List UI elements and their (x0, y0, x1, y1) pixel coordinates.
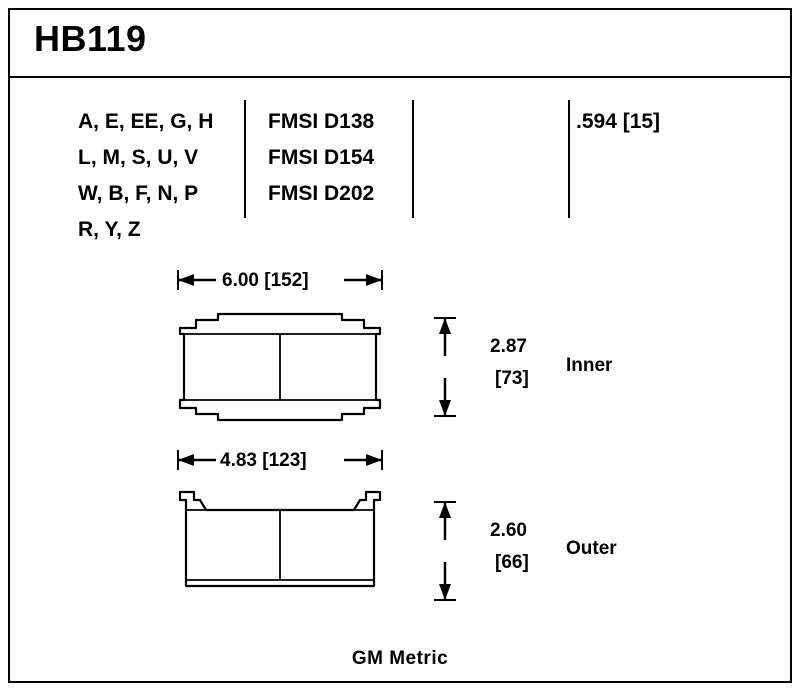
inner-position-label: Inner (566, 355, 613, 376)
outer-pad-shape (170, 486, 390, 598)
page-title: HB119 (34, 18, 147, 59)
compound-row: A, E, EE, G, H (78, 110, 214, 133)
inner-pad-shape (170, 308, 390, 423)
table-divider-1 (244, 100, 246, 218)
inner-height-mm-label: [73] (495, 368, 529, 389)
spec-table (10, 100, 790, 250)
application-label: GM Metric (351, 648, 449, 669)
inner-height-inch-label: 2.87 (490, 336, 527, 357)
thickness-column (576, 104, 776, 140)
fmsi-row: FMSI D138 (268, 110, 375, 133)
outer-height-mm-label: [66] (495, 552, 529, 573)
title-divider (10, 76, 790, 78)
thickness-value: .594 [15] (576, 110, 661, 133)
outer-height-inch-label: 2.60 (490, 520, 527, 541)
outer-height-dimension (432, 496, 458, 606)
fmsi-row: FMSI D202 (268, 182, 375, 205)
compound-row: W, B, F, N, P (78, 182, 199, 205)
inner-height-dimension (432, 312, 458, 422)
outer-position-label: Outer (566, 538, 617, 559)
outer-width-label: 4.83 [123] (220, 450, 307, 471)
inner-width-label: 6.00 [152] (222, 270, 309, 291)
table-divider-2 (412, 100, 414, 218)
compound-column (78, 104, 248, 248)
compound-row: R, Y, Z (78, 218, 141, 241)
fmsi-row: FMSI D154 (268, 146, 375, 169)
fmsi-column (268, 104, 418, 212)
compound-row: L, M, S, U, V (78, 146, 199, 169)
table-divider-3 (568, 100, 570, 218)
